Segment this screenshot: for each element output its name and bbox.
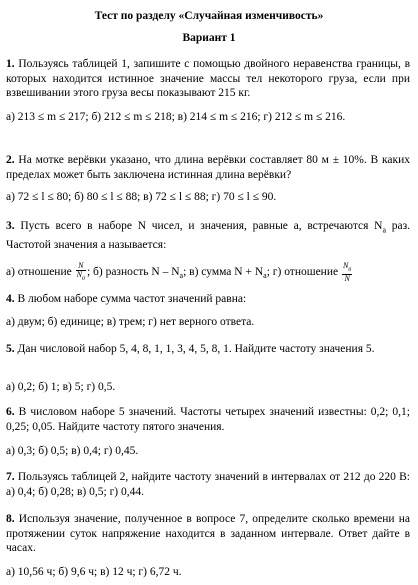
answers-1: а) 213 ≤ m ≤ 217; б) 212 ≤ m ≤ 218; в) 214 ≤ m ≤ 216; г) 212 ≤ m ≤ 216. xyxy=(6,111,346,123)
fraction-numerator: N xyxy=(76,262,86,271)
variant-heading: Вариант 1 xyxy=(182,32,236,44)
answers-5: а) 0,2; б) 1; в) 5; г) 0,5. xyxy=(6,381,116,393)
question-number: 6. xyxy=(6,406,15,418)
answers-3 xyxy=(6,262,410,284)
question-8 xyxy=(6,512,410,556)
fraction-n-over-na xyxy=(76,262,86,283)
answer-a-label: а) отношение xyxy=(6,265,75,278)
question-1 xyxy=(6,57,410,101)
question-text: На мотке верёвки указано, что длина верёвки составляет 80 м ± 10%. В каких пределах может быть заключена истинная длина верёвки? xyxy=(6,154,410,181)
answers-2: а) 72 ≤ l ≤ 80; б) 80 ≤ l ≤ 88; в) 72 ≤ l ≤ 88; г) 70 ≤ l ≤ 90. xyxy=(6,191,277,203)
question-text: В числовом наборе 5 значений. Частоты четырех значений известны: 0,2; 0,1; 0,25; 0,05. Найдите частоту пятого значения. xyxy=(6,406,410,433)
question-7 xyxy=(6,470,410,499)
fraction-denominator: $N_a$ xyxy=(76,270,85,282)
question-text: Пользуясь таблицей 1, запишите с помощью двойного неравенства границы, в которых находится истинное значение массы тел некоторого груза, если при взвешивании этого груза весы показывают 215 кг. xyxy=(6,58,410,99)
answers-8: а) 10,56 ч; б) 9,6 ч; в) 12 ч; г) 6,72 ч. xyxy=(6,566,182,578)
question-number: 1. xyxy=(6,58,15,70)
question-text: Используя значение, полученное в вопросе 7, определите сколько времени на протяжении суток напряжение находится в заданном интервале. Ответ дайте в часах. xyxy=(6,513,410,554)
answers-4: а) двум; б) единице; в) трем; г) нет верного ответа. xyxy=(6,316,255,328)
question-3 xyxy=(6,219,410,252)
subscript: a xyxy=(179,271,184,281)
question-number: 8. xyxy=(6,513,15,525)
fraction-numerator: $N_a$ xyxy=(342,261,352,273)
subscript: a xyxy=(382,225,386,235)
question-number: 2. xyxy=(6,154,15,166)
question-text-b: раз. Частотой значения a называется: xyxy=(6,220,410,251)
question-number: 7. xyxy=(6,471,15,483)
question-text: В любом наборе сумма частот значений равна: xyxy=(14,293,247,305)
question-number: 4. xyxy=(6,293,15,305)
question-5 xyxy=(6,342,410,357)
question-text: Пользуясь таблицей 2, найдите частоту значений в интервалах от 212 до 220 В: а) 0,4; б) 0,28; в) 0,5; г) 0,44. xyxy=(6,471,410,498)
question-text-a: Пусть всего в наборе N чисел, и значения, равные a, встречаются N xyxy=(14,220,383,232)
question-6 xyxy=(6,405,410,434)
question-number: 3. xyxy=(6,220,15,232)
answer-c: ; в) сумма N + N xyxy=(183,265,264,278)
question-4 xyxy=(6,292,410,307)
question-2 xyxy=(6,153,410,182)
fraction-denominator: N xyxy=(344,273,350,283)
answer-d-label: ; г) отношение xyxy=(266,265,341,278)
answer-b: ; б) разность N – N xyxy=(86,265,180,278)
question-number: 5. xyxy=(6,343,15,355)
subscript: a xyxy=(263,271,267,281)
question-text: Дан числовой набор 5, 4, 8, 1, 1, 3, 4, 5, 8, 1. Найдите частоту значения 5. xyxy=(14,343,375,355)
answers-6: а) 0,3; б) 0,5; в) 0,4; г) 0,45. xyxy=(6,445,139,457)
document-title: Тест по разделу «Случайная изменчивость» xyxy=(94,10,324,22)
fraction-na-over-n xyxy=(342,262,352,283)
